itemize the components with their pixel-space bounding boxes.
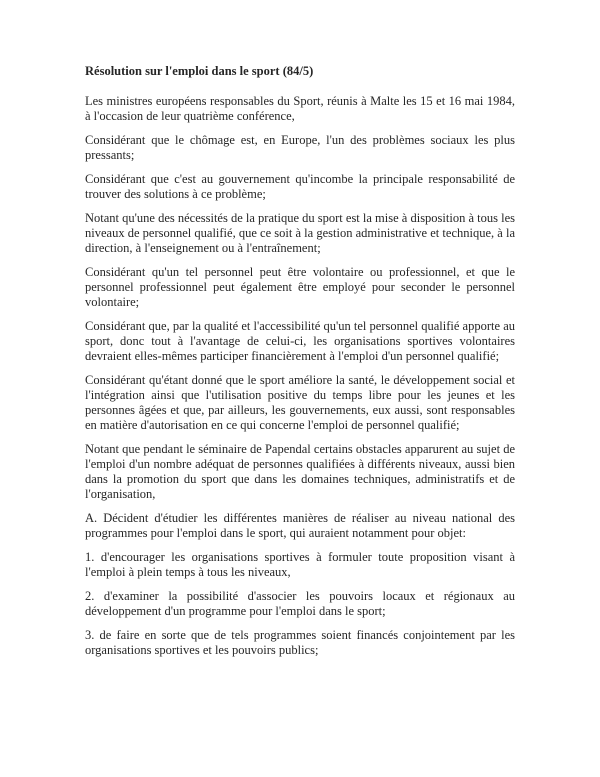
paragraph-considerant-3: Considérant qu'un tel personnel peut être volontaire ou professionnel, et que le personnel professionnel peut également être employé pour seconder le personnel volontaire; [85, 265, 515, 309]
paragraph-notant-2: Notant que pendant le séminaire de Papendal certains obstacles apparurent au sujet de l'emploi d'un nombre adéquat de personnes qualifiées à différents niveaux, aussi bien dans la promotion du sport que dans les domaines techniques, administratifs et de l'organisation, [85, 442, 515, 501]
paragraph-preamble: Les ministres européens responsables du Sport, réunis à Malte les 15 et 16 mai 1984, à l'occasion de leur quatrième conférence, [85, 94, 515, 123]
paragraph-considerant-4: Considérant que, par la qualité et l'accessibilité qu'un tel personnel qualifié apporte au sport, donc tout à l'avantage de celui-ci, les organisations sportives volontaires devraient elles-mêmes participer financièrement à l'emploi d'un personnel qualifié; [85, 319, 515, 363]
paragraph-decision-a: A. Décident d'étudier les différentes manières de réaliser au niveau national des programmes pour l'emploi dans le sport, qui auraient notamment pour objet: [85, 511, 515, 540]
paragraph-considerant-2: Considérant que c'est au gouvernement qu'incombe la principale responsabilité de trouver des solutions à ce problème; [85, 172, 515, 201]
paragraph-item-2: 2. d'examiner la possibilité d'associer les pouvoirs locaux et régionaux au développement d'un programme pour l'emploi dans le sport; [85, 589, 515, 618]
paragraph-item-3: 3. de faire en sorte que de tels programmes soient financés conjointement par les organisations sportives et les pouvoirs publics; [85, 628, 515, 657]
paragraph-item-1: 1. d'encourager les organisations sportives à formuler toute proposition visant à l'emploi à plein temps à tous les niveaux, [85, 550, 515, 579]
paragraph-considerant-5: Considérant qu'étant donné que le sport améliore la santé, le développement social et l'intégration ainsi que l'utilisation positive du temps libre pour les jeunes et les personnes âgées et que, par ailleurs, les gouvernements, eux aussi, sont responsables en matière d'autorisation en ce qui concerne l'emploi de personnel qualifié; [85, 373, 515, 432]
document-title: Résolution sur l'emploi dans le sport (84/5) [85, 64, 314, 78]
paragraph-notant-1: Notant qu'une des nécessités de la pratique du sport est la mise à disposition à tous les niveaux de personnel qualifié, que ce soit à la gestion administrative et technique, à la direction, à l'enseignement ou à l'entraînement; [85, 211, 515, 255]
paragraph-considerant-1: Considérant que le chômage est, en Europe, l'un des problèmes sociaux les plus pressants; [85, 133, 515, 162]
